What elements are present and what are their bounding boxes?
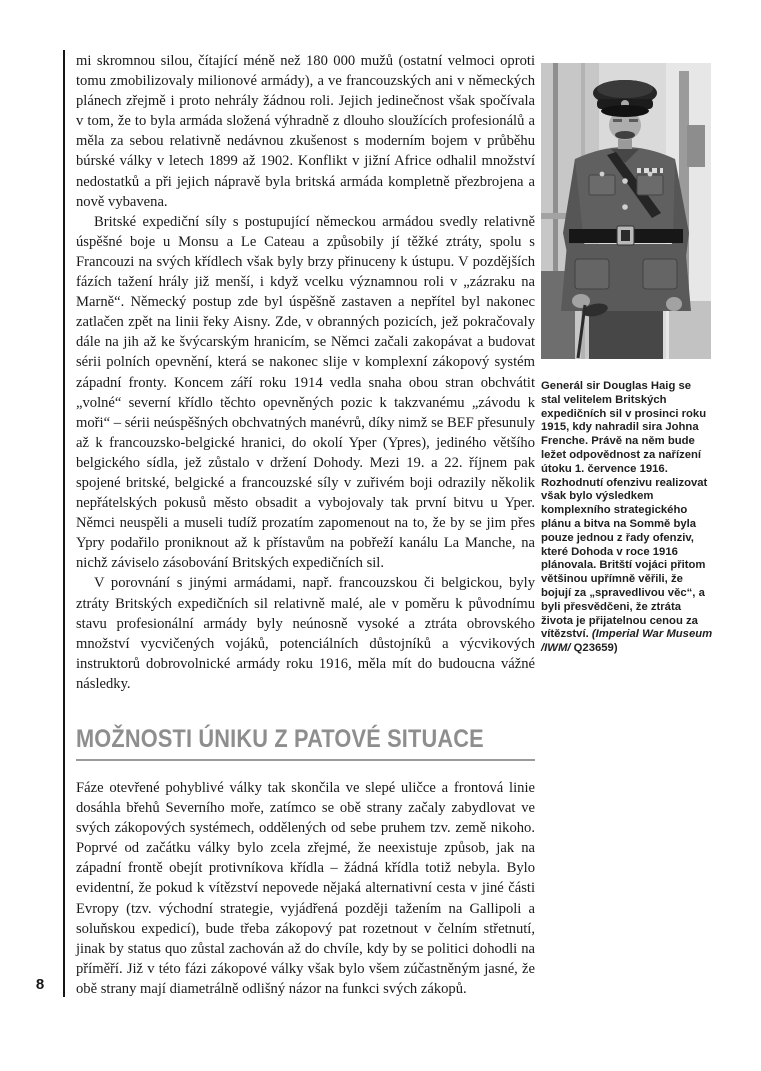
photo-caption	[541, 380, 713, 656]
caption-credit-plain: Q23659)	[570, 642, 618, 655]
heading-rule	[76, 759, 535, 761]
main-text-column	[76, 51, 535, 999]
haig-portrait-photo	[541, 63, 711, 359]
section-heading: MOŽNOSTI ÚNIKU Z PATOVÉ SITUACE	[76, 725, 484, 753]
page-number: 8	[35, 976, 45, 993]
body-paragraph: V porovnání s jinými armádami, např. francouzskou či belgickou, byly ztráty Britských expedičních sil relativně malé, ale v poměru k původnímu stavu profesionální armády byly neúnosně vysoké a ztráta obrovského množství vycvičených vojáků, potenciálních důstojníků a výcvikových instruktorů dobrovolnické armády roku 1916, měla mít do budoucna vážné následky.	[76, 575, 535, 692]
body-paragraph: mi skromnou silou, čítající méně než 180 000 mužů (ostatní velmoci oproti tomu zmobilizovaly milionové armády), a ve francouzských ani v německých plánech zřejmě i proto nehrály žádnou roli. Jejich jedinečnost však spočívala v tom, že to byla armáda složená výhradně z dlouho sloužících profesionálů a měla za sebou relativně nedávnou zkušenost s moderním bojem v průběhu búrské války v letech 1899 až 1902. Konflikt v jižní Africe odhalil množství nedostatků a při jejich nápravě byla britská armáda kompletně přezbrojena a nově vybavena.	[76, 53, 535, 210]
figure-haig	[541, 63, 713, 667]
body-paragraph: Britské expediční síly s postupující německou armádou svedly relativně úspěšné boje u Monsu a Le Cateau a způsobily jí těžké ztráty, spolu s Francouzi na svých křídlech však byly brzy přinuceny k ústupu. V pozdějších fázích tažení hrály již menší, i když vcelku významnou roli v „zázraku na Marně“. Německý postup zde byl úspěšně zastaven a nepřítel byl nakonec zatlačen zpět na linii řeky Aisny. Zde, v obranných pozicích, jež pokračovaly dále na jih až ke švýcarským hranicím, se Němci začali zakopávat a budovat sérii polních opevnění, která se nakonec slije v komplexní zákopový systém západní fronty. Koncem září roku 1914 vedla snaha obou stran obchvátit „volné“ severní křídlo těchto opevněných pozic k takzvanému „závodu k moři“ – sérii neúspěšných obchvatných manévrů, díky nimž se BEF přesunuly až k francouzsko-belgické hranici, do okolí Yper (Ypres), jediného většího belgického sídla, jež zůstalo v držení Dohody. Mezi 19. a 22. říjnem pak spojené britské, belgické a francouzské síly v zuřivém boji odrazily několik nepřátelských pokusů město obsadit a vybojovaly tak první bitvu u Yper. Němci neuspěli a museli tudíž prozatím zapomenout na to, že by se jim přes Ypry podařilo proniknout až k přístavům na pobřeží kanálu La Manche, na nichž záviselo zásobování Britských expedičních sil.	[76, 213, 535, 572]
caption-credit-italic: (Imperial War Museum /IWM/	[541, 628, 713, 655]
left-margin-rule	[63, 50, 65, 997]
body-paragraph: Fáze otevřené pohyblivé války tak skončila ve slepé uličce a frontová linie dosáhla břehů Severního moře, zatímco se obě strany začaly zabydlovat ve svých zákopových systémech, oddělených od sebe pruhem tzv. země nikoho. Poprvé od začátku války bylo zcela zřejmé, že neexistuje způsob, jak na západní frontě obejít protivníkova křídla – žádná křídla totiž nebyla. Bylo evidentní, že pokud k vítězství nepovede nějaká alternativní cesta v jiné části Evropy (tzv. východní strategie, vyjádřená později tažením na Gallipoli a soluňskou expedicí), bude třeba zákopový pat rozetnout v čelním střetnutí, jinak by status quo zůstal zachován až do chvíle, kdy by se politici dohodli na příměří. Již v této fázi zákopové války však bylo všem zúčastněným jasné, že obě strany mají diametrálně odlišný názor na funkci svých zákopů.	[76, 780, 535, 997]
caption-text: Generál sir Douglas Haig se stal velitelem Britských expedičních sil v prosinci roku 1915, kdy nahradil sira Johna Frenche. Právě na něm bude ležet odpovědnost za nařízení útoku 1. července 1916. Rozhodnutí ofenzivu realizovat však bylo výsledkem komplexního strategického plánu a bitva na Sommě byla pouze jednou z řady ofenziv, které Dohoda v roce 1916 plánovala. Britští vojáci přitom většinou upřímně věřili, že bojují za „spravedlivou věc“, a byli přesvědčeni, že ztráta života je přijatelnou cenou za vítězství.	[541, 380, 708, 641]
